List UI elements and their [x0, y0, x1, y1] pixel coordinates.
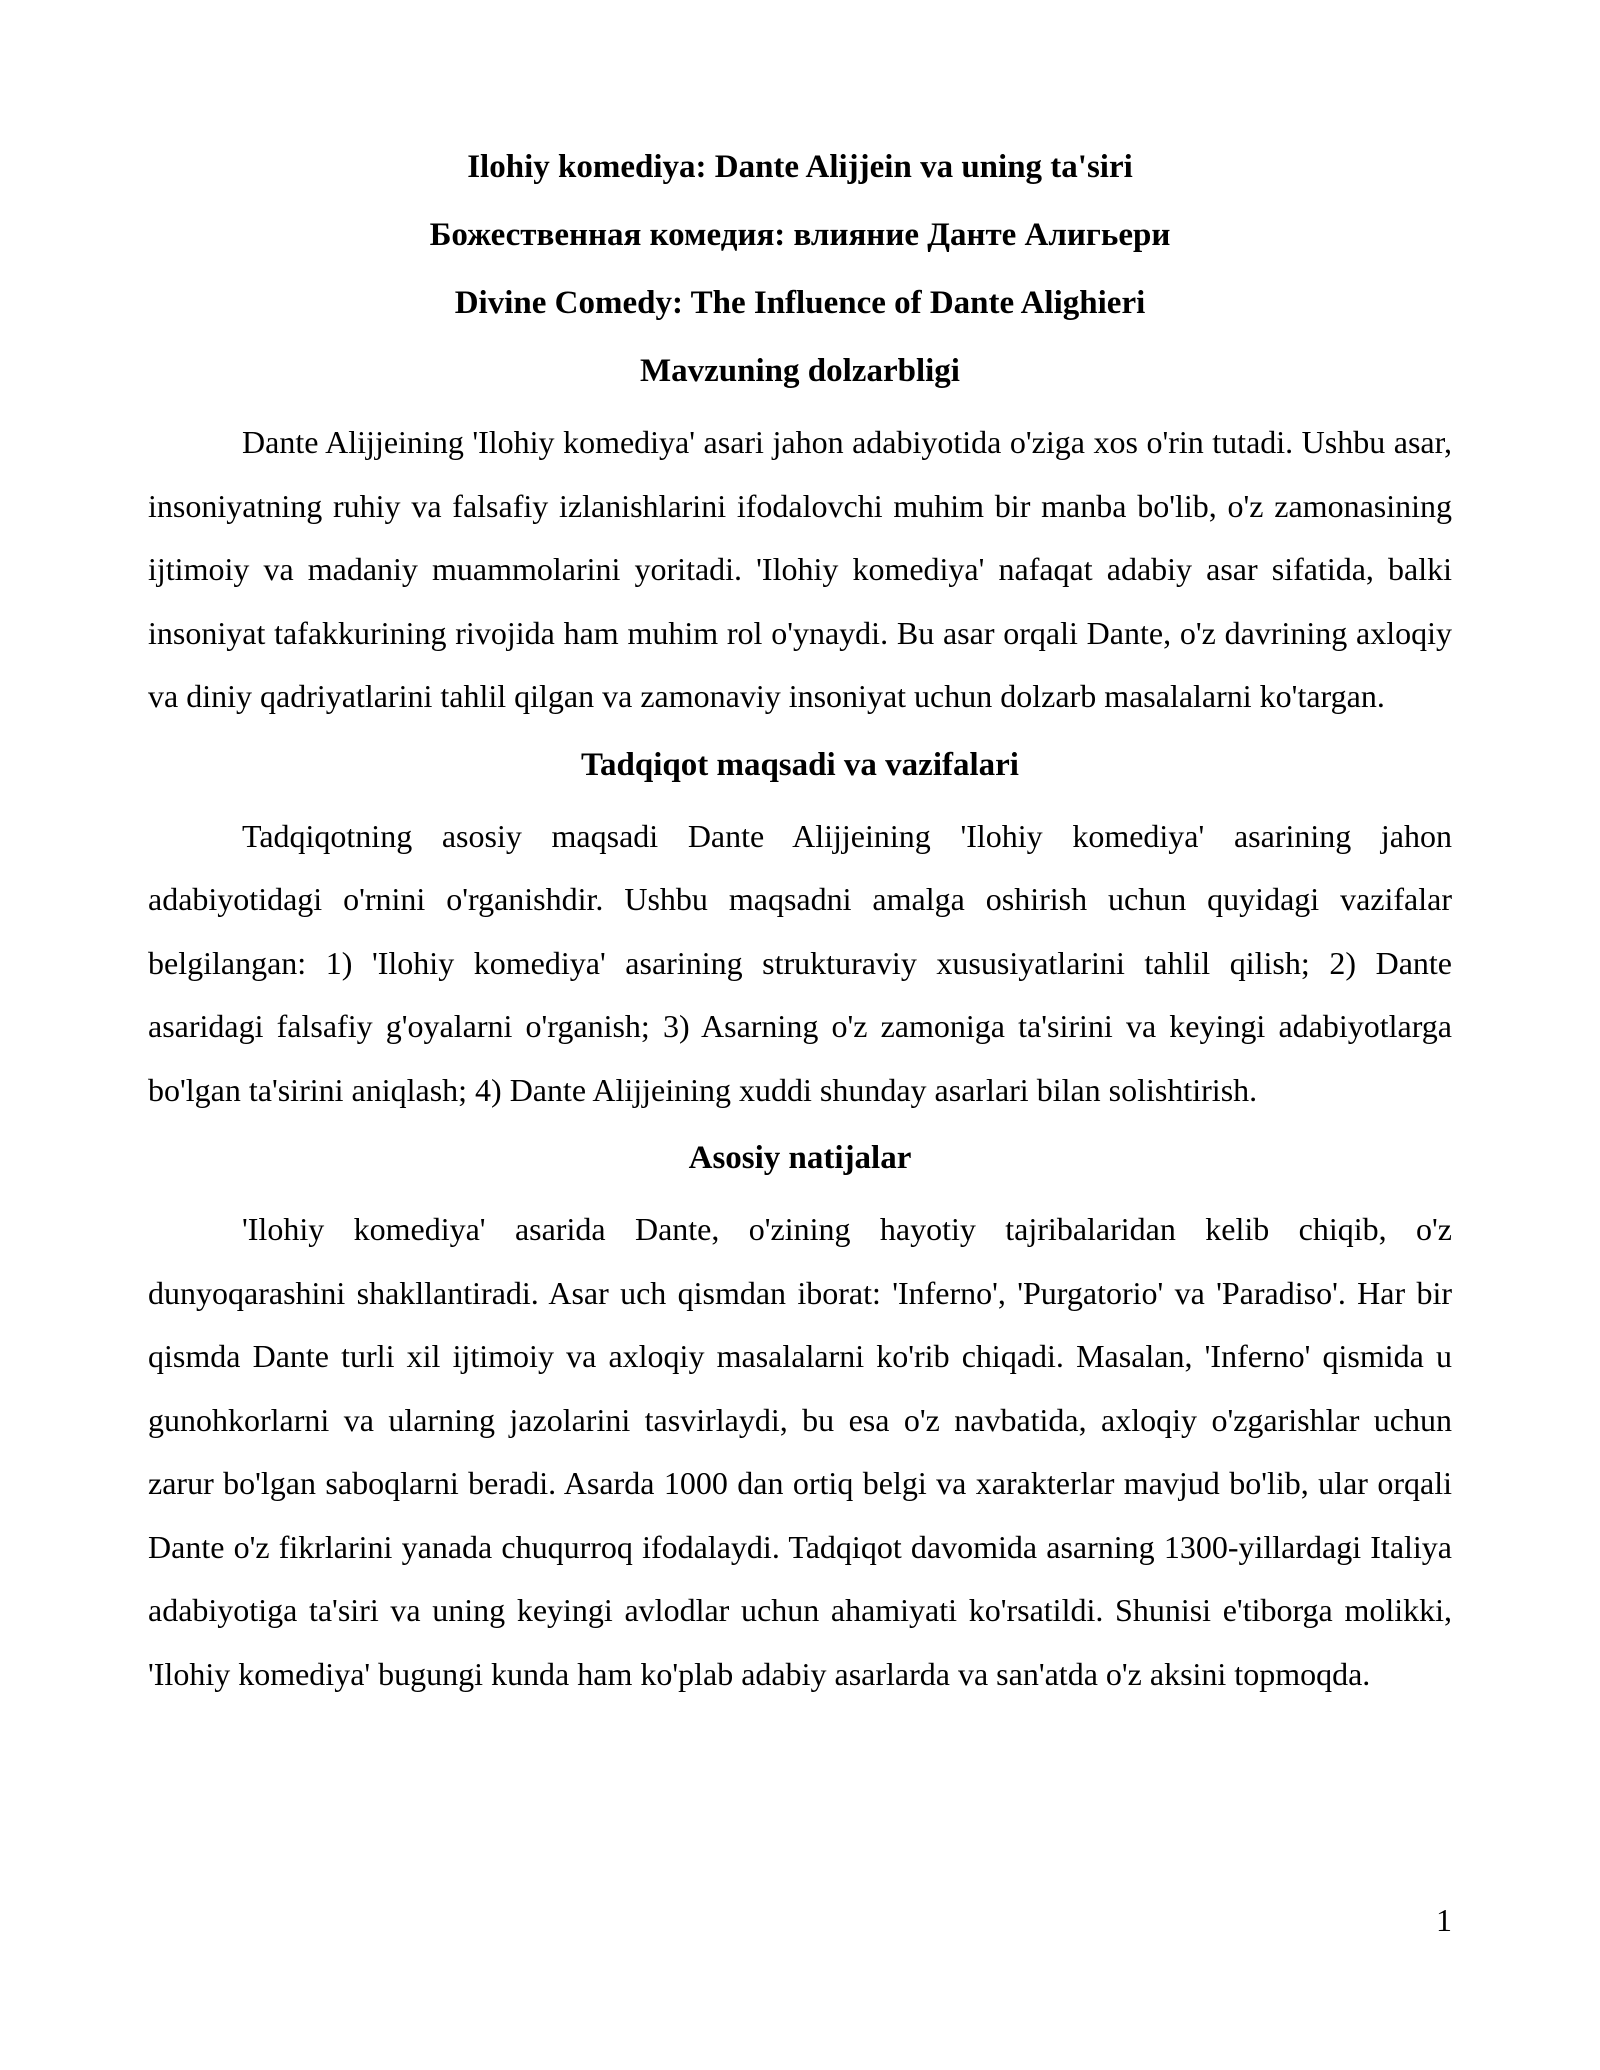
title-russian: Божественная комедия: влияние Данте Алигьери: [429, 217, 1171, 253]
document-page: [148, 145, 1452, 1706]
heading-goals: Tadqiqot maqsadi va vazifalari: [581, 746, 1019, 783]
heading-relevance: Mavzuning dolzarbligi: [640, 353, 960, 389]
heading-results: Asosiy natijalar: [688, 1140, 912, 1176]
page-number: 1: [1436, 1902, 1452, 1938]
title-uzbek: Ilohiy komediya: Dante Alijjein va uning ta'siri: [467, 149, 1133, 185]
paragraph-relevance: Dante Alijjeining 'Ilohiy komediya' asari jahon adabiyotida o'ziga xos o'rin tutadi. Ushbu asar, insoniyatning ruhiy va falsafiy izlanishlarini ifodalovchi muhim bir manba bo'lib, o'z zamonasining ijtimoiy va madaniy muammolarini yoritadi. 'Ilohiy komediya' nafaqat adabiy asar sifatida, balki insoniyat tafakkurining rivojida ham muhim rol o'ynaydi. Bu asar orqali Dante, o'z davrining axloqiy va diniy qadriyatlarini tahlil qilgan va zamonaviy insoniyat uchun dolzarb masalalarni ko'targan.: [148, 424, 1452, 714]
paragraph-goals: Tadqiqotning asosiy maqsadi Dante Alijjeining 'Ilohiy komediya' asarining jahon adabiyotidagi o'rnini o'rganishdir. Ushbu maqsadni amalga oshirish uchun quyidagi vazifalar belgilangan: 1) 'Ilohiy komediya' asarining strukturaviy xususiyatlarini tahlil qilish; 2) Dante asaridagi falsafiy g'oyalarni o'rganish; 3) Asarning o'z zamoniga ta'sirini va keyingi adabiyotlarga bo'lgan ta'sirini aniqlash; 4) Dante Alijjeining xuddi shunday asarlari bilan solishtirish.: [148, 817, 1452, 1108]
paragraph-results: 'Ilohiy komediya' asarida Dante, o'zining hayotiy tajribalaridan kelib chiqib, o'z dunyoqarashini shakllantiradi. Asar uch qismdan iborat: 'Inferno', 'Purgatorio' va 'Paradiso'. Har bir qismda Dante turli xil ijtimoiy va axloqiy masalalarni ko'rib chiqadi. Masalan, 'Inferno' qismida u gunohkorlarni va ularning jazolarini tasvirlaydi, bu esa o'z navbatida, axloqiy o'zgarishlar uchun zarur bo'lgan saboqlarni beradi. Asarda 1000 dan ortiq belgi va xarakterlar mavjud bo'lib, ular orqali Dante o'z fikrlarini yanada chuqurroq ifodalaydi. Tadqiqot davomida asarning 1300-yillardagi Italiya adabiyotiga ta'siri va uning keyingi avlodlar uchun ahamiyati ko'rsatildi. Shunisi e'tiborga molikki, 'Ilohiy komediya' bugungi kunda ham ko'plab adabiy asarlarda va san'atda o'z aksini topmoqda.: [148, 1211, 1452, 1692]
title-english: Divine Comedy: The Influence of Dante Alighieri: [454, 285, 1146, 321]
